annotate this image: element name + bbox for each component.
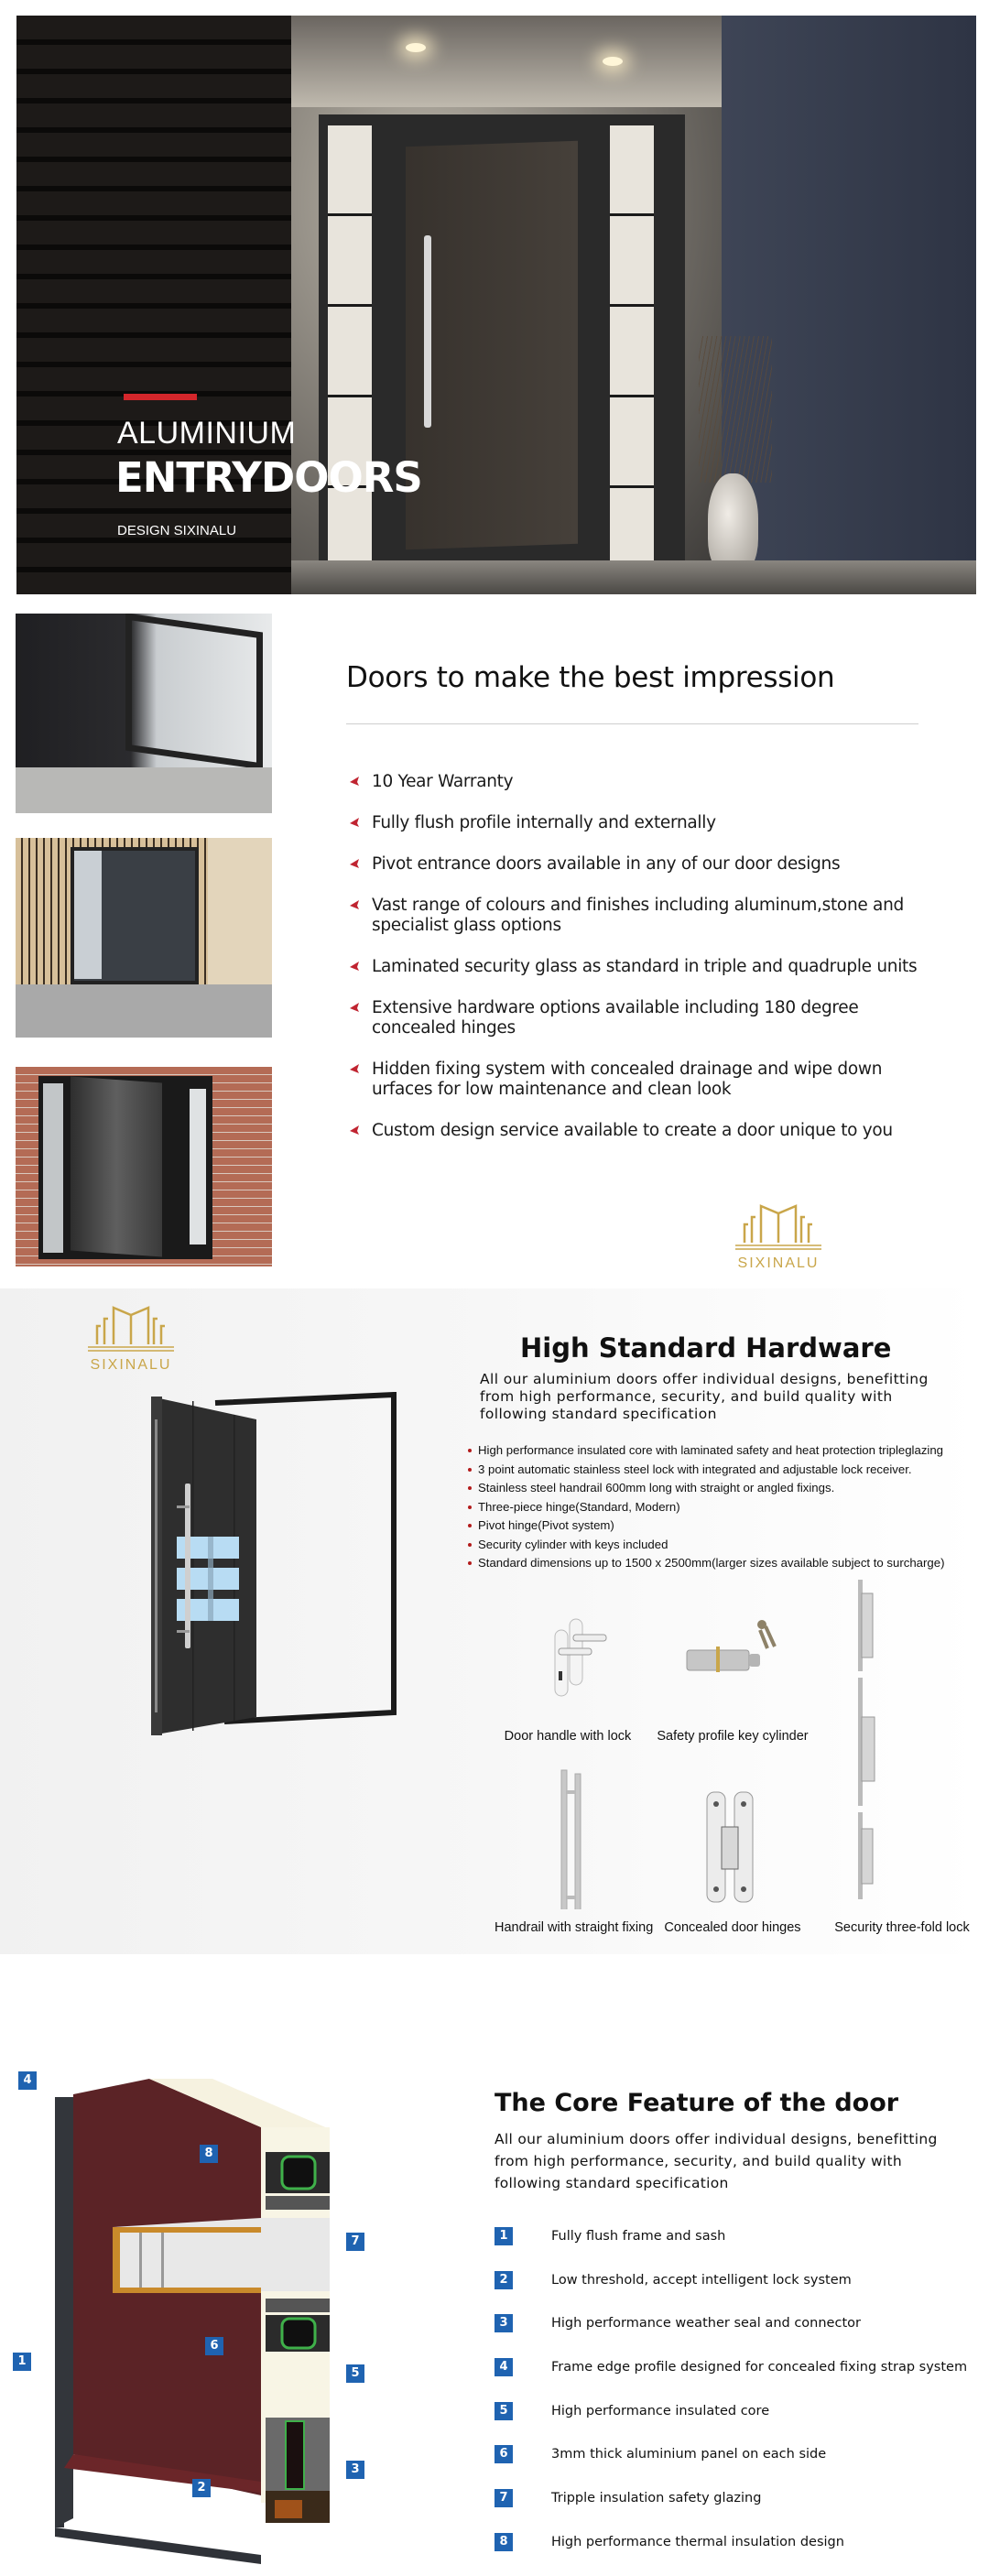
red-chevron-left-icon [348, 1062, 361, 1075]
list-item: Laminated security glass as standard in triple and quadruple units [346, 957, 932, 977]
key-cylinder-icon [650, 1612, 815, 1703]
pivot-door-render [142, 1392, 408, 1758]
list-item: Extensive hardware options available including 180 degree concealed hinges [346, 998, 932, 1038]
list-item: Standard dimensions up to 1500 x 2500mm(larger sizes available subject to surcharge) [467, 1554, 989, 1573]
callout-2: 2 [192, 2477, 211, 2497]
list-item: Security cylinder with keys included [467, 1536, 989, 1555]
pivot-glass-door-photo [16, 614, 272, 813]
list-item: Custom design service available to create a door unique to you [346, 1121, 932, 1141]
callout-5: 5 [346, 2363, 364, 2383]
door-pull-handle [424, 235, 431, 428]
red-chevron-left-icon [348, 1001, 361, 1014]
ceiling-light-icon [603, 57, 623, 66]
section-title: Doors to make the best impression [346, 661, 835, 694]
brand-logo [728, 1197, 829, 1272]
number-badge: 2 [494, 2271, 513, 2289]
pivot-door [406, 141, 578, 550]
section-intro: All our aluminium doors offer individual designs, benefitting from high performance, security, and build quality with following standard specification [480, 1371, 929, 1422]
callout-1: 1 [13, 2351, 31, 2371]
building-logo-icon [728, 1197, 829, 1252]
callout-7: 7 [346, 2231, 364, 2251]
porch-ceiling [291, 16, 749, 116]
hero-banner [16, 16, 976, 594]
hero-tagline: DESIGN SIXINALU [117, 523, 237, 538]
logo-text: SIXINALU [90, 1357, 172, 1373]
exterior-wall [722, 16, 976, 594]
brick-pivot-door-photo [16, 1067, 272, 1266]
decorative-vase [708, 473, 758, 574]
section-intro: All our aluminium doors offer individual designs, benefitting from high performance, security, and build quality with following standard specification [494, 2131, 938, 2191]
hardware-item: Handrail with straight fixing [494, 1754, 650, 1951]
list-item: 1 Fully flush frame and sash [494, 2227, 980, 2271]
red-chevron-left-icon [348, 857, 361, 870]
red-chevron-left-icon [348, 1124, 361, 1136]
number-badge: 3 [494, 2314, 513, 2332]
list-item: Hidden fixing system with concealed drainage and wipe down urfaces for low maintenance and clean look [346, 1060, 932, 1100]
list-item: Three-piece hinge(Standard, Modern) [467, 1498, 989, 1517]
red-chevron-left-icon [348, 775, 361, 788]
slatted-wall-door-photo [16, 838, 272, 1038]
ceiling-light-icon [406, 43, 426, 52]
core-feature-list [494, 2227, 980, 2576]
list-item: 3 High performance weather seal and connector [494, 2314, 980, 2358]
list-item: 5 High performance insulated core [494, 2402, 980, 2446]
sidelight-right [610, 125, 654, 560]
spec-list [467, 1441, 989, 1573]
list-item: Stainless steel handrail 600mm long with straight or angled fixings. [467, 1479, 989, 1498]
number-badge: 7 [494, 2489, 513, 2507]
building-logo-icon [81, 1299, 181, 1353]
list-item: 10 Year Warranty [346, 772, 932, 792]
hardware-item: Door handle with lock [494, 1612, 641, 1758]
callout-8: 8 [200, 2143, 218, 2163]
red-chevron-left-icon [348, 960, 361, 973]
hardware-item: Concealed door hinges [650, 1754, 815, 1951]
callout-6: 6 [205, 2335, 223, 2355]
number-badge: 6 [494, 2445, 513, 2463]
hinge-icon [650, 1754, 815, 1909]
list-item: Pivot entrance doors available in any of our door designs [346, 854, 932, 875]
list-item: 8 High performance thermal insulation design [494, 2533, 980, 2576]
multipoint-lock-icon [820, 1571, 984, 1900]
list-item: Vast range of colours and finishes including aluminum,stone and specialist glass options [346, 896, 932, 936]
list-item: 6 3mm thick aluminium panel on each side [494, 2445, 980, 2489]
callout-4: 4 [18, 2070, 37, 2090]
number-badge: 5 [494, 2402, 513, 2420]
section-title: High Standard Hardware [520, 1332, 892, 1364]
decorative-grass [699, 336, 772, 483]
hardware-item: Security three-fold lock [820, 1571, 984, 1951]
list-item: Pivot hinge(Pivot system) [467, 1516, 989, 1536]
list-item: 2 Low threshold, accept intelligent lock system [494, 2271, 980, 2315]
door-cross-section-diagram [0, 2051, 385, 2576]
wood-slat-wall [16, 16, 291, 594]
handrail-icon [494, 1754, 650, 1909]
section-title: The Core Feature of the door [494, 2089, 899, 2117]
number-badge: 4 [494, 2358, 513, 2376]
hardware-item: Safety profile key cylinder [650, 1612, 815, 1758]
number-badge: 8 [494, 2533, 513, 2551]
brand-logo [81, 1299, 181, 1374]
feature-list [346, 772, 932, 1141]
list-item: 7 Tripple insulation safety glazing [494, 2489, 980, 2533]
divider [346, 723, 918, 724]
list-item: Fully flush profile internally and externally [346, 813, 932, 833]
accent-bar [124, 394, 197, 400]
list-item: High performance insulated core with laminated safety and heat protection tripleglazing [467, 1441, 989, 1461]
list-item: 3 point automatic stainless steel lock with integrated and adjustable lock receiver. [467, 1461, 989, 1480]
porch-floor [291, 560, 976, 594]
logo-text: SIXINALU [737, 1255, 820, 1271]
door-handle-icon [494, 1612, 641, 1703]
hero-subtitle: ALUMINIUM [117, 416, 297, 451]
number-badge: 1 [494, 2227, 513, 2245]
hero-title: ENTRYDOORS [115, 453, 422, 502]
red-chevron-left-icon [348, 898, 361, 911]
callout-3: 3 [346, 2459, 364, 2479]
red-chevron-left-icon [348, 816, 361, 829]
list-item: 4 Frame edge profile designed for concealed fixing strap system [494, 2358, 980, 2402]
